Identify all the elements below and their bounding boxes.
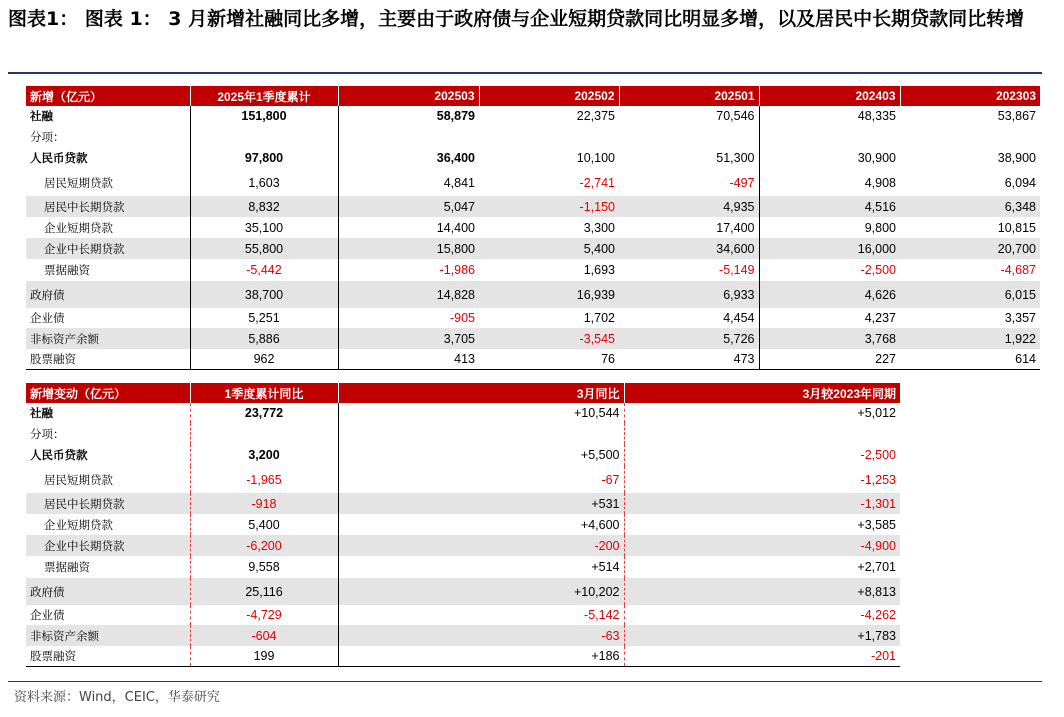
row-label: 企业短期贷款 [44, 517, 113, 532]
value-cell: +10,202 [338, 578, 624, 605]
value-cell: 4,626 [759, 281, 900, 308]
financing-increment-table [26, 86, 1040, 370]
financing-change-table [26, 383, 900, 667]
table2-row-household-short [26, 466, 900, 493]
row-label: 政府债 [26, 281, 190, 308]
table1-header-cell: 202303 [900, 86, 1040, 106]
value-cell: -6,200 [190, 535, 338, 556]
row-label: 股票融资 [30, 649, 76, 663]
value-cell [190, 423, 338, 444]
table1-header-cell: 2025年1季度累计 [190, 86, 338, 106]
value-cell [759, 126, 900, 147]
row-label: 人民币贷款 [30, 151, 88, 165]
row-label: 非标资产余额 [26, 625, 190, 646]
value-cell: 36,400 [338, 147, 479, 169]
value-cell: 38,700 [190, 281, 338, 308]
table2-row-govt-bonds [26, 578, 900, 605]
table2-row-corp-mid-long [26, 535, 900, 556]
table1-header-cell: 202503 [338, 86, 479, 106]
value-cell: 4,935 [619, 196, 759, 217]
table2-header-cell: 3月较2023年同期 [624, 383, 900, 403]
table2-row-corp-bonds [26, 605, 900, 625]
value-cell: 6,348 [900, 196, 1040, 217]
value-cell: -4,262 [624, 605, 900, 625]
table2-row-equity [26, 646, 900, 667]
figure-title: 图表1： 图表 1： 3 月新增社融同比多增，主要由于政府债与企业短期贷款同比明显多增，以及居民中长期贷款同比转增 [8, 8, 1025, 30]
table1-row-bills [26, 259, 1040, 281]
row-label: 企业短期贷款 [44, 220, 113, 235]
value-cell: -1,253 [624, 466, 900, 493]
value-cell: 1,603 [190, 169, 338, 196]
table1-row-household-mid-long [26, 196, 1040, 217]
value-cell: -604 [190, 625, 338, 646]
value-cell: 30,900 [759, 147, 900, 169]
row-label: 社融 [30, 406, 53, 420]
title-divider [8, 72, 1042, 74]
value-cell: 25,116 [190, 578, 338, 605]
value-cell: +1,783 [624, 625, 900, 646]
value-cell: -918 [190, 493, 338, 514]
value-cell: 16,000 [759, 238, 900, 259]
value-cell: 473 [619, 349, 759, 370]
table1-row-tsf [26, 106, 1040, 126]
value-cell: -4,687 [1000, 263, 1036, 277]
value-cell: 48,335 [759, 106, 900, 126]
value-cell: 6,015 [900, 281, 1040, 308]
row-label: 企业债 [30, 311, 65, 325]
value-cell: 4,454 [723, 311, 755, 325]
table2-row-tsf [26, 403, 900, 423]
value-cell: +4,600 [338, 514, 624, 535]
value-cell: 5,251 [190, 308, 338, 328]
value-cell: -3,545 [479, 328, 619, 349]
value-cell: 5,726 [619, 328, 759, 349]
value-cell: 16,939 [479, 281, 619, 308]
value-cell: 22,375 [576, 109, 615, 123]
value-cell: -2,500 [624, 444, 900, 466]
value-cell: -201 [624, 646, 900, 667]
value-cell: +10,544 [338, 403, 624, 423]
footer-divider [8, 681, 1042, 682]
table2-row-bills [26, 556, 900, 578]
value-cell: 51,300 [716, 151, 755, 165]
row-label: 人民币贷款 [30, 448, 88, 462]
value-cell: 1,693 [583, 263, 615, 277]
value-cell: -1,301 [624, 493, 900, 514]
value-cell: 6,933 [619, 281, 759, 308]
value-cell: +2,701 [624, 556, 900, 578]
value-cell: 23,772 [190, 403, 338, 423]
value-cell: -5,142 [338, 605, 624, 625]
table1-row-govt-bonds [26, 281, 1040, 308]
row-label: 社融 [30, 109, 53, 123]
table1-header-cell: 202502 [479, 86, 619, 106]
value-cell: +186 [338, 646, 624, 667]
value-cell: 70,546 [716, 109, 755, 123]
value-cell: 4,516 [759, 196, 900, 217]
row-label: 企业债 [30, 608, 65, 622]
value-cell: 199 [190, 646, 338, 667]
value-cell: 3,200 [190, 444, 338, 466]
row-label: 政府债 [26, 578, 190, 605]
value-cell: -1,150 [479, 196, 619, 217]
value-cell: -200 [338, 535, 624, 556]
value-cell: 1,702 [583, 311, 615, 325]
value-cell: 55,800 [190, 238, 338, 259]
table1-row-household-short [26, 169, 1040, 196]
row-label: 企业中长期贷款 [26, 238, 190, 259]
value-cell: 17,400 [716, 220, 755, 235]
table2-header-cell: 3月同比 [338, 383, 624, 403]
value-cell: 15,800 [338, 238, 479, 259]
value-cell [190, 126, 338, 147]
row-label: 分项： [30, 129, 65, 144]
value-cell: +531 [338, 493, 624, 514]
source-note: 资料来源：Wind，CEIC，华泰研究 [14, 690, 220, 705]
value-cell: +5,012 [624, 403, 900, 423]
table2-header-row [26, 383, 900, 403]
value-cell: -5,442 [190, 259, 338, 281]
row-label: 居民短期贷款 [44, 175, 113, 190]
value-cell: -4,729 [190, 605, 338, 625]
value-cell: 10,100 [576, 151, 615, 165]
value-cell [479, 126, 619, 147]
value-cell: 5,886 [190, 328, 338, 349]
value-cell: -5,149 [719, 263, 755, 277]
row-label: 分项： [30, 426, 65, 441]
value-cell: +8,813 [624, 578, 900, 605]
value-cell: 9,558 [190, 556, 338, 578]
value-cell: 34,600 [619, 238, 759, 259]
value-cell [624, 423, 900, 444]
table1-row-corp-short [26, 217, 1040, 238]
value-cell: 962 [190, 349, 338, 370]
value-cell: -2,500 [759, 259, 900, 281]
value-cell [900, 126, 1040, 147]
table1-header-cell: 202501 [619, 86, 759, 106]
table1-row-corp-mid-long [26, 238, 1040, 259]
value-cell: -905 [338, 308, 479, 328]
value-cell [338, 423, 624, 444]
value-cell: 3,705 [338, 328, 479, 349]
value-cell: -2,741 [579, 175, 615, 190]
table2-row-household-mid-long [26, 493, 900, 514]
value-cell: 38,900 [997, 151, 1036, 165]
value-cell: 5,400 [479, 238, 619, 259]
table2-row-non-standard [26, 625, 900, 646]
value-cell: 8,832 [190, 196, 338, 217]
row-label: 股票融资 [26, 349, 190, 370]
row-label: 票据融资 [44, 263, 90, 277]
table1-row-rmb-loans [26, 147, 1040, 169]
value-cell: 151,800 [190, 106, 338, 126]
value-cell: 9,800 [759, 217, 900, 238]
value-cell: 3,357 [1004, 311, 1036, 325]
value-cell: 3,768 [759, 328, 900, 349]
value-cell: 4,237 [759, 308, 900, 328]
value-cell: -1,986 [338, 259, 479, 281]
table1-row-equity [26, 349, 1040, 370]
table1-row-breakdown [26, 126, 1040, 147]
value-cell: +3,585 [624, 514, 900, 535]
value-cell: 10,815 [997, 220, 1036, 235]
row-label: 居民短期贷款 [44, 472, 113, 487]
value-cell: 97,800 [190, 147, 338, 169]
table2-row-breakdown [26, 423, 900, 444]
value-cell: -1,965 [190, 466, 338, 493]
row-label: 居民中长期贷款 [26, 493, 190, 514]
value-cell: -63 [338, 625, 624, 646]
table1-row-corp-bonds [26, 308, 1040, 328]
value-cell: 5,047 [338, 196, 479, 217]
value-cell: -4,900 [624, 535, 900, 556]
value-cell: 76 [479, 349, 619, 370]
value-cell: +514 [338, 556, 624, 578]
value-cell: 1,922 [900, 328, 1040, 349]
value-cell: 58,879 [338, 106, 479, 126]
value-cell: 14,828 [338, 281, 479, 308]
value-cell: 14,400 [338, 217, 479, 238]
value-cell: 614 [900, 349, 1040, 370]
value-cell: -497 [729, 175, 755, 190]
table1-header-cell: 202403 [759, 86, 900, 106]
value-cell: -67 [338, 466, 624, 493]
row-label: 企业中长期贷款 [26, 535, 190, 556]
value-cell: 3,300 [583, 220, 615, 235]
table2-row-rmb-loans [26, 444, 900, 466]
value-cell: 4,841 [338, 169, 479, 196]
table1-row-non-standard [26, 328, 1040, 349]
row-label: 非标资产余额 [26, 328, 190, 349]
value-cell: 6,094 [1004, 175, 1036, 190]
value-cell: 35,100 [190, 217, 338, 238]
row-label: 票据融资 [44, 560, 90, 574]
table2-header-cell: 1季度累计同比 [190, 383, 338, 403]
table2-header-cell: 新增变动（亿元） [26, 383, 190, 403]
value-cell [619, 126, 759, 147]
value-cell: 4,908 [759, 169, 900, 196]
value-cell: 413 [338, 349, 479, 370]
row-label: 居民中长期贷款 [26, 196, 190, 217]
table1-header-row [26, 86, 1040, 106]
value-cell: +5,500 [338, 444, 624, 466]
value-cell: 53,867 [997, 109, 1036, 123]
value-cell: 5,400 [190, 514, 338, 535]
table2-row-corp-short [26, 514, 900, 535]
value-cell [338, 126, 479, 147]
value-cell: 20,700 [900, 238, 1040, 259]
value-cell: 227 [759, 349, 900, 370]
table1-header-cell: 新增（亿元） [26, 86, 190, 106]
